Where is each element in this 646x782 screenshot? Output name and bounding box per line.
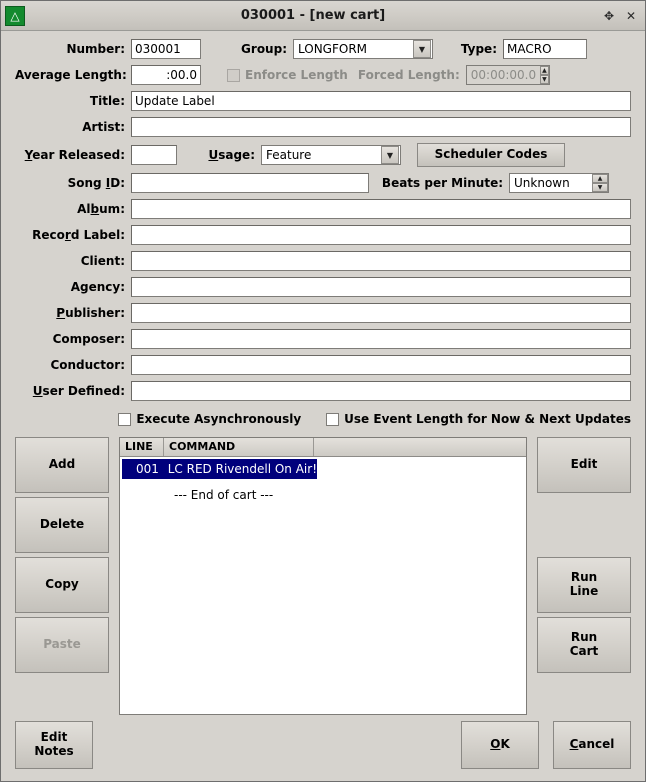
user-defined-input[interactable] bbox=[131, 381, 631, 401]
delete-button[interactable]: Delete bbox=[15, 497, 109, 553]
checkbox-box bbox=[227, 69, 240, 82]
scheduler-codes-button[interactable]: Scheduler Codes bbox=[417, 143, 565, 167]
number-label: Number: bbox=[66, 42, 125, 56]
row-average-length bbox=[15, 65, 631, 85]
row-line-number: 001 bbox=[136, 462, 159, 476]
row-checkboxes bbox=[15, 409, 631, 429]
add-button[interactable]: Add bbox=[15, 437, 109, 493]
forced-length-spinner bbox=[466, 65, 550, 85]
chevron-down-icon[interactable]: ▼ bbox=[381, 146, 399, 164]
usage-value: Feature bbox=[266, 148, 312, 162]
cancel-label-underline: C bbox=[569, 737, 579, 752]
cancel-button[interactable] bbox=[553, 721, 631, 769]
copy-button[interactable]: Copy bbox=[15, 557, 109, 613]
number-input[interactable] bbox=[131, 39, 201, 59]
row-number bbox=[15, 39, 631, 59]
year-released-label: Year Released: bbox=[24, 148, 125, 162]
rivendell-icon: △ bbox=[5, 6, 25, 26]
forced-length-label: Forced Length: bbox=[357, 68, 460, 82]
artist-input[interactable] bbox=[131, 117, 631, 137]
execute-async-checkbox[interactable] bbox=[118, 412, 301, 426]
client-label: Client: bbox=[80, 254, 125, 268]
run-line-button[interactable] bbox=[537, 557, 631, 613]
user-defined-label: User Defined: bbox=[32, 384, 125, 398]
song-id-label: Song ID: bbox=[67, 176, 125, 190]
table-row[interactable] bbox=[120, 485, 526, 505]
row-publisher bbox=[15, 303, 631, 323]
title-input[interactable] bbox=[131, 91, 631, 111]
forced-length-value: 00:00:00.0 bbox=[470, 68, 537, 82]
group-select[interactable] bbox=[293, 39, 433, 59]
enforce-length-checkbox[interactable] bbox=[227, 68, 348, 82]
paste-button: Paste bbox=[15, 617, 109, 673]
bpm-label: Beats per Minute: bbox=[381, 176, 503, 190]
average-length-input[interactable] bbox=[131, 65, 201, 85]
album-input[interactable] bbox=[131, 199, 631, 219]
artist-label: Artist: bbox=[82, 120, 125, 134]
run-line-label-1: Run bbox=[570, 570, 598, 585]
edit-notes-label-1: Edit bbox=[40, 730, 68, 745]
checkbox-box bbox=[118, 413, 131, 426]
edit-button[interactable]: Edit bbox=[537, 437, 631, 493]
macro-list[interactable] bbox=[119, 437, 527, 715]
row-composer bbox=[15, 329, 631, 349]
row-song-id bbox=[15, 173, 631, 193]
column-header-extra bbox=[314, 438, 526, 456]
spinner-up-icon: ▲ bbox=[540, 66, 549, 75]
type-input[interactable] bbox=[503, 39, 587, 59]
use-event-length-label: Use Event Length for Now & Next Updates bbox=[344, 412, 631, 426]
execute-async-label: Execute Asynchronously bbox=[136, 412, 302, 426]
average-length-label: Average Length: bbox=[15, 68, 127, 82]
composer-input[interactable] bbox=[131, 329, 631, 349]
group-value: LONGFORM bbox=[298, 42, 368, 56]
group-label: Group: bbox=[241, 42, 287, 56]
row-year-usage bbox=[15, 143, 631, 167]
song-id-input[interactable] bbox=[131, 173, 369, 193]
forced-length-spin-buttons bbox=[540, 66, 549, 84]
cart-form bbox=[1, 31, 645, 433]
run-line-label-2: Line bbox=[569, 584, 599, 598]
spinner-down-icon[interactable]: ▼ bbox=[592, 183, 608, 192]
bpm-spin-buttons[interactable] bbox=[592, 174, 608, 192]
enforce-length-label: Enforce Length bbox=[245, 68, 348, 82]
maximize-icon[interactable]: ✥ bbox=[603, 8, 615, 23]
type-label: Type: bbox=[460, 42, 497, 56]
record-label-input[interactable] bbox=[131, 225, 631, 245]
close-icon[interactable]: ✕ bbox=[625, 8, 637, 23]
row-agency bbox=[15, 277, 631, 297]
bpm-spinner[interactable] bbox=[509, 173, 609, 193]
row-command: LC RED Rivendell On Air! bbox=[167, 462, 317, 476]
edit-notes-label-2: Notes bbox=[34, 744, 74, 758]
row-command: --- End of cart --- bbox=[174, 488, 274, 502]
checkbox-box bbox=[326, 413, 339, 426]
run-cart-button[interactable] bbox=[537, 617, 631, 673]
client-input[interactable] bbox=[131, 251, 631, 271]
bpm-value: Unknown bbox=[514, 176, 570, 190]
row-record-label bbox=[15, 225, 631, 245]
run-cart-label-1: Run bbox=[570, 630, 598, 645]
row-user-defined bbox=[15, 381, 631, 401]
publisher-input[interactable] bbox=[131, 303, 631, 323]
publisher-label: Publisher: bbox=[56, 306, 125, 320]
record-label-label: Record Label: bbox=[32, 228, 125, 242]
right-button-column bbox=[537, 437, 631, 715]
ok-label-rest: K bbox=[500, 737, 510, 752]
spinner-up-icon[interactable]: ▲ bbox=[592, 174, 608, 183]
macro-section bbox=[1, 433, 645, 715]
window-title: 030001 - [new cart] bbox=[240, 8, 386, 23]
use-event-length-checkbox[interactable] bbox=[326, 412, 631, 426]
column-header-command: COMMAND bbox=[164, 438, 314, 456]
conductor-input[interactable] bbox=[131, 355, 631, 375]
macro-list-body[interactable] bbox=[120, 457, 526, 714]
album-label: Album: bbox=[77, 202, 125, 216]
cancel-label-rest: ancel bbox=[578, 737, 615, 752]
run-cart-label-2: Cart bbox=[569, 644, 599, 658]
titlebar bbox=[1, 1, 645, 31]
ok-label-underline: O bbox=[490, 737, 501, 752]
title-label: Title: bbox=[89, 94, 125, 108]
usage-label: Usage: bbox=[208, 148, 255, 162]
macro-list-header bbox=[120, 438, 526, 457]
usage-select[interactable] bbox=[261, 145, 401, 165]
row-conductor bbox=[15, 355, 631, 375]
row-title bbox=[15, 91, 631, 111]
agency-label: Agency: bbox=[70, 280, 125, 294]
composer-label: Composer: bbox=[52, 332, 125, 346]
column-header-line: LINE bbox=[120, 438, 164, 456]
conductor-label: Conductor: bbox=[50, 358, 125, 372]
year-released-input[interactable] bbox=[131, 145, 177, 165]
agency-input[interactable] bbox=[131, 277, 631, 297]
row-album bbox=[15, 199, 631, 219]
ok-button[interactable] bbox=[461, 721, 539, 769]
chevron-down-icon[interactable]: ▼ bbox=[413, 40, 431, 58]
table-row[interactable] bbox=[122, 459, 317, 479]
row-client bbox=[15, 251, 631, 271]
footer bbox=[1, 715, 645, 781]
left-button-column bbox=[15, 437, 109, 715]
edit-notes-button[interactable] bbox=[15, 721, 93, 769]
spinner-down-icon: ▼ bbox=[540, 75, 549, 84]
row-artist bbox=[15, 117, 631, 137]
